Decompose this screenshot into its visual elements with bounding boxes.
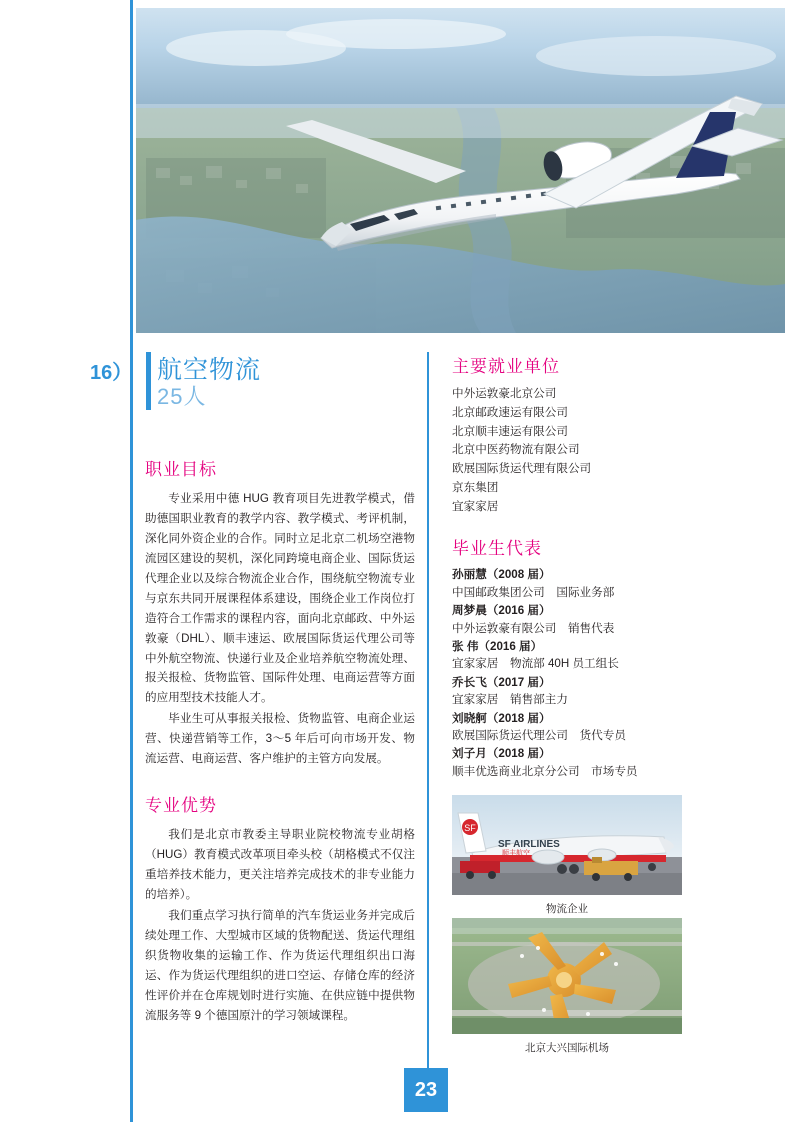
- airliner-illustration: [136, 8, 785, 333]
- list-item: 北京顺丰速运有限公司: [452, 424, 568, 438]
- career-goal-paragraph-2: 毕业生可从事报关报检、货物监管、电商企业运营、快递营销等工作，3～5 年后可向市场开发、物流运营、电商运营、客户维护的主管方向发展。: [145, 712, 415, 766]
- photo-beijing-daxing-airport: [452, 918, 682, 1034]
- page-number-connector-line: [427, 352, 429, 1068]
- graduate-name: 刘晓舸（2018 届）: [452, 711, 551, 725]
- list-item: [452, 638, 684, 673]
- item-number: 16）: [90, 362, 133, 384]
- photo-caption: 北京大兴国际机场: [525, 1042, 609, 1054]
- left-vertical-rule: [130, 0, 133, 1122]
- graduate-org: 中国邮政集团公司 国际业务部: [452, 585, 615, 599]
- photo-caption: 物流企业: [546, 903, 588, 915]
- employers-heading: 主要就业单位: [452, 357, 560, 376]
- graduate-org: 欧展国际货运代理公司 货代专员: [452, 728, 626, 742]
- page-number-badge: 23: [404, 1068, 448, 1112]
- svg-text:SF: SF: [464, 823, 476, 833]
- major-advantage-paragraph-1: 我们是北京市教委主导职业院校物流专业胡格（HUG）教育模式改革项目牵头校（胡格模式不仅注重培养技术能力，更关注培养完成技术的非专业能力的培养）。: [145, 828, 415, 901]
- list-item: [452, 674, 684, 709]
- section-title-block: [90, 352, 410, 418]
- svg-text:顺丰航空: 顺丰航空: [502, 850, 530, 857]
- list-item: [452, 602, 684, 637]
- section-heading-major-advantage: 专业优势: [145, 796, 217, 816]
- list-item: [452, 745, 684, 780]
- list-item: [452, 566, 684, 601]
- svg-text:SF AIRLINES: SF AIRLINES: [498, 839, 560, 850]
- graduate-org: 宜家家居 物流部 40H 员工组长: [452, 657, 619, 671]
- list-item: [452, 710, 684, 745]
- graduates-heading: 毕业生代表: [452, 539, 542, 559]
- graduate-name: 张 伟（2016 届）: [452, 640, 543, 654]
- photo-sf-airlines-cargo-plane: [452, 795, 682, 895]
- career-goal-paragraph-1: 专业采用中德 HUG 教育项目先进教学模式，借助德国职业教育的教学内容、教学模式、考评机制，深化同外资企业的合作。同时立足北京二机场空港物流园区建设的契机，深化同跨境电商企业、国际货运代理企业以及综合物流企业合作，围绕航空物流专业与京东共同开展课程体系建设，围绕企业工作岗位打造符合工作需求的课程内容，面向北京邮政、中外运敦豪（DHL）、顺丰速运、欧展国际货运代理公司等中外航空物流、快递行业及企业培养航空物流处理、报关报检、货物监管、国际件处理、电商运营等方面的应用型技术技能人才。: [145, 492, 415, 705]
- list-item: 北京中医药物流有限公司: [452, 443, 580, 457]
- graduate-org: 顺丰优选商业北京分公司 市场专员: [452, 764, 638, 778]
- page-title: 航空物流: [157, 356, 262, 384]
- hero-image-airliner: [136, 8, 785, 333]
- page-subtitle: 25人: [157, 384, 207, 409]
- list-item: 中外运敦豪北京公司: [452, 387, 557, 400]
- title-accent-bar: [146, 352, 151, 410]
- list-item: 欧展国际货运代理有限公司: [452, 462, 592, 476]
- right-content-column: [452, 352, 684, 781]
- left-content-column: [145, 455, 415, 1027]
- cargo-plane-illustration: [452, 795, 682, 895]
- list-item: 京东集团: [452, 480, 499, 494]
- section-heading-career-goal: 职业目标: [145, 460, 217, 479]
- graduate-name: 周梦晨（2016 届）: [452, 604, 551, 618]
- graduate-name: 孙丽慧（2008 届）: [452, 568, 551, 582]
- major-advantage-paragraph-2: 我们重点学习执行简单的汽车货运业务并完成后续处理工作、大型城市区域的货物配送、货运代理组织货物收集的运输工作、作为货运代理组织出口海运、作为货运代理组织的进口空运、存储仓库的经济性评价并在仓库规划时进行实施、在供应链中提供物流服务等 9 个德国原汁的学习领域课程。: [145, 908, 415, 1022]
- graduate-org: 中外运敦豪有限公司 销售代表: [452, 621, 615, 635]
- graduate-org: 宜家家居 销售部主力: [452, 693, 568, 707]
- list-item: 北京邮政速运有限公司: [452, 405, 568, 419]
- graduate-name: 刘子月（2018 届）: [452, 747, 551, 761]
- airport-aerial-illustration: [452, 918, 682, 1034]
- graduate-name: 乔长飞（2017 届）: [452, 675, 551, 689]
- list-item: 宜家家居: [452, 499, 499, 513]
